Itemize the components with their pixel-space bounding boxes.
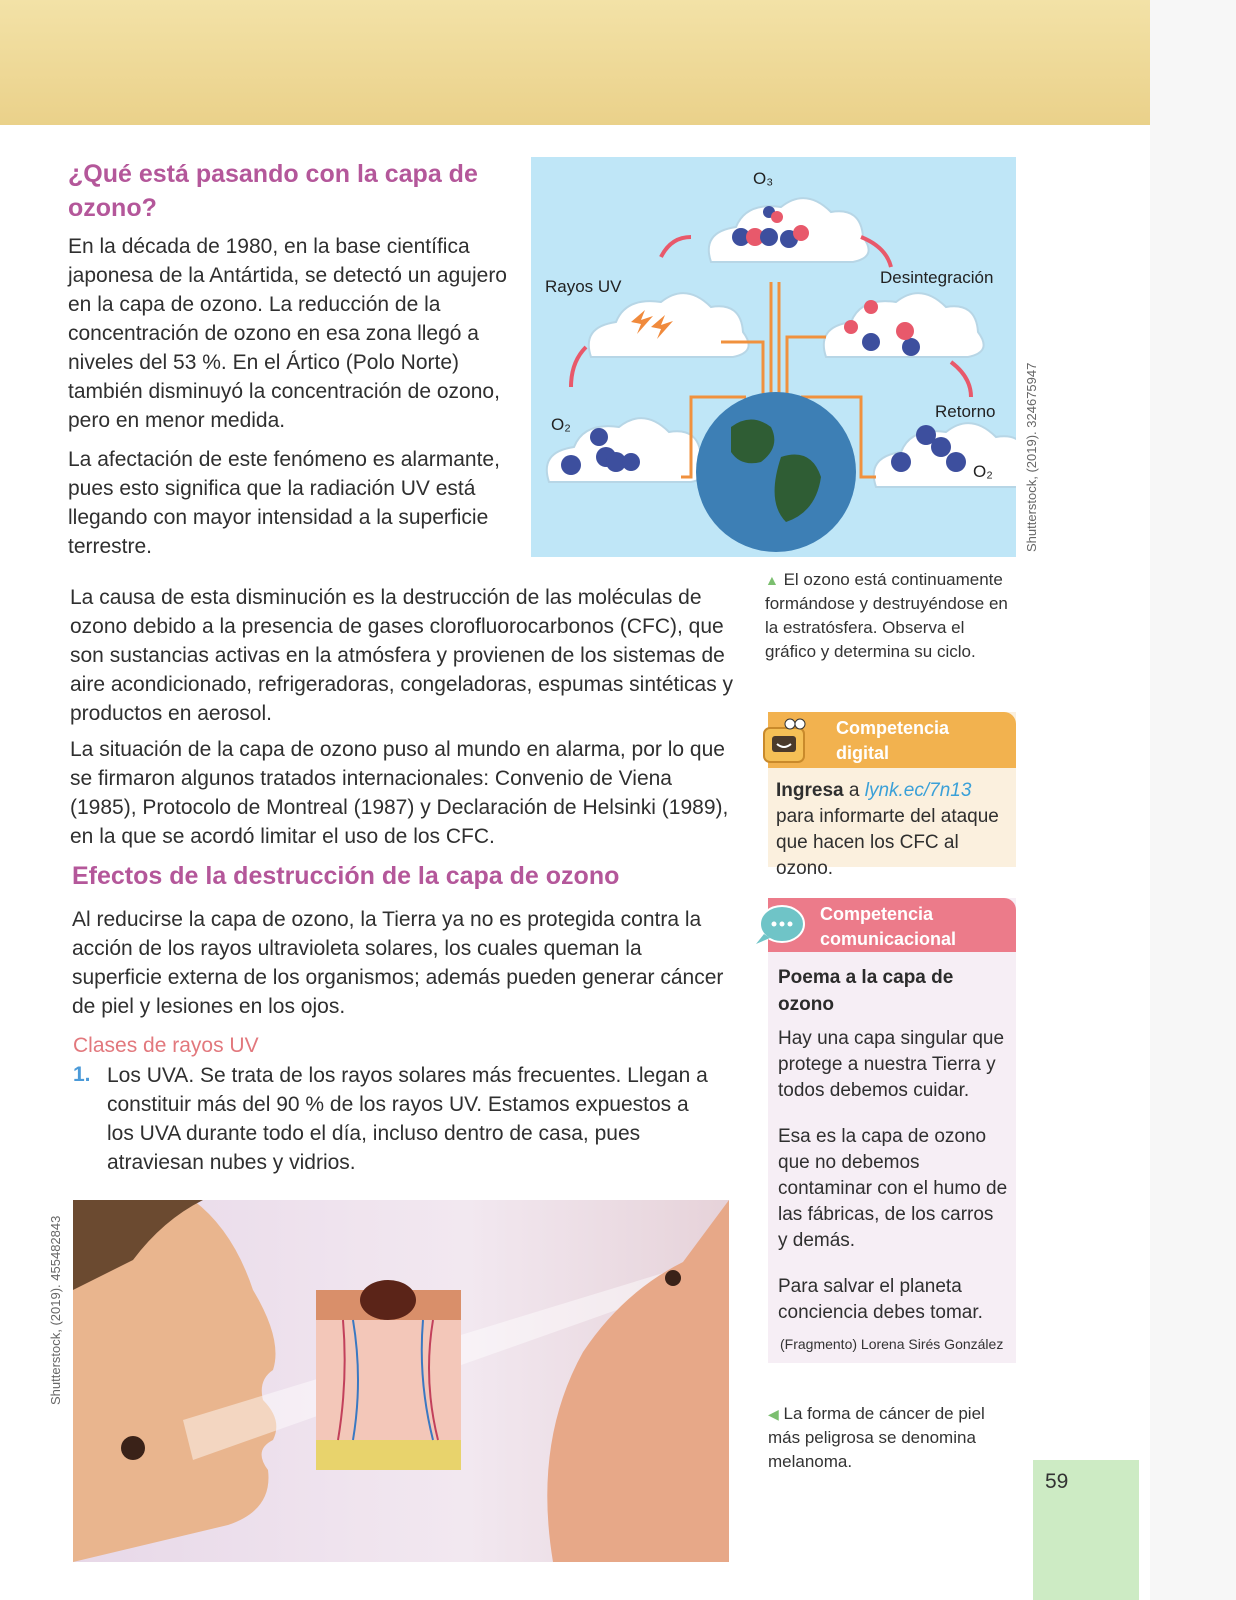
lynk-link[interactable]: lynk.ec/7n13 [864, 780, 972, 801]
intro-paragraph-2: La afectación de este fenómeno es alarmante, pues esto significa que la radiación UV está llegando con mayor intensidad a la superficie terrestre. [68, 448, 500, 558]
uv-classes-heading: Clases de rayos UV [73, 1034, 259, 1057]
page-edge [1150, 0, 1236, 1600]
digital-competence-box [768, 712, 1016, 879]
page-number-tab [1033, 1460, 1139, 1600]
poem-stanza-3: Para salvar el planeta conciencia debes tomar. [778, 1276, 983, 1323]
o2-left-label: O₂ [551, 415, 571, 434]
poem-author: (Fragmento) Lorena Sirés González [780, 1336, 1004, 1352]
intro-paragraph-1: En la década de 1980, en la base científica japonesa de la Antártida, se detectó un agujero en la capa de ozono. La reducción de la concentración de ozono en esa zona llegó a niveles del 53 %. En el Ártico (Polo Norte) también disminuyó la concentración de ozono, pero en menor medida. [68, 235, 507, 432]
photo-credit: Shutterstock, (2019). 455482843 [48, 1215, 63, 1405]
cause-paragraph: La causa de esta disminución es la destrucción de las moléculas de ozono debido a la presencia de gases clorofluorocarbonos (CFC), que son sustancias activas en la atmósfera y provienen de los sistemas de aire acondicionado, refrigeradoras, congeladoras, espumas sintéticas y productos en aerosol. [70, 586, 734, 725]
diagram-caption-text: El ozono está continuamente formándose y destruyéndose en la estratósfera. Observa el gráfico y determina su ciclo. [765, 570, 1008, 661]
digital-description: para informarte del ataque que hacen los CFC al ozono. [776, 806, 999, 879]
disintegration-label: Desintegración [880, 268, 994, 287]
uva-list-item: Los UVA. Se trata de los rayos solares más frecuentes. Llegan a constituir más del 90 % de los rayos UV. Estamos expuestos a los UVA durante todo el día, incluso dentro de casa, pues atraviesan nubes y vidrios. [107, 1064, 708, 1174]
face-mole [121, 1436, 145, 1460]
effects-paragraph: Al reducirse la capa de ozono, la Tierra ya no es protegida contra la acción de los rayos ultravioleta solares, los cuales queman la superficie externa de los organismos; además pueden generar cáncer de piel y lesiones en los ojos. [72, 908, 724, 1018]
earth-globe [696, 392, 856, 552]
treaties-paragraph: La situación de la capa de ozono puso al mundo en alarma, por lo que se firmaron algunos tratados internacionales: Convenio de Viena (1985), Protocolo de Montreal (1987) y Declaración de Helsinki (1989), en la que se acordó limitar el uso de los CFC. [70, 738, 729, 848]
speech-bubble-icon [748, 900, 806, 950]
list-number: 1. [73, 1063, 91, 1086]
a-word: a [848, 780, 860, 801]
digital-competence-text [776, 778, 1011, 882]
photo-caption [768, 1402, 1013, 1474]
top-header-band [0, 0, 1150, 125]
communication-competence-title: Competencia comunicacional [820, 904, 957, 949]
melanoma-illustration [73, 1200, 729, 1562]
robot-icon [760, 716, 814, 766]
diagram-caption [765, 568, 1010, 664]
uv-rays-label: Rayos UV [545, 277, 622, 296]
melanoma-artwork [73, 1200, 729, 1562]
poem-stanza-2: Esa es la capa de ozono que no debemos contaminar con el humo de las fábricas, de los carros y demás. [778, 1126, 1008, 1251]
poem-stanza-1: Hay una capa singular que protege a nuestra Tierra y todos debemos cuidar. [778, 1028, 1005, 1101]
o2-right-label: O₂ [973, 462, 993, 481]
back-shoulder [547, 1200, 729, 1562]
poem-title: Poema a la capa de ozono [778, 967, 954, 1015]
effects-heading: Efectos de la destrucción de la capa de ozono [72, 862, 620, 890]
section-title: ¿Qué está pasando con la capa de ozono? [68, 160, 478, 222]
ozone-cycle-illustration [531, 157, 1016, 557]
triangle-up-icon: ▲ [765, 572, 779, 588]
page-number: 59 [1045, 1470, 1069, 1493]
photo-caption-text: La forma de cáncer de piel más peligrosa se denomina melanoma. [768, 1404, 985, 1471]
back-mole [665, 1270, 681, 1286]
ozone-cycle-diagram [531, 157, 1016, 557]
communication-competence-box [768, 898, 1016, 1363]
diagram-credit: Shutterstock, (2019). 324675947 [1024, 362, 1039, 552]
o3-label: O₃ [753, 169, 774, 188]
triangle-left-icon: ◀ [768, 1406, 779, 1422]
return-label: Retorno [935, 402, 996, 421]
ingresa-word: Ingresa [776, 780, 844, 801]
digital-competence-title: Competencia digital [836, 718, 950, 763]
